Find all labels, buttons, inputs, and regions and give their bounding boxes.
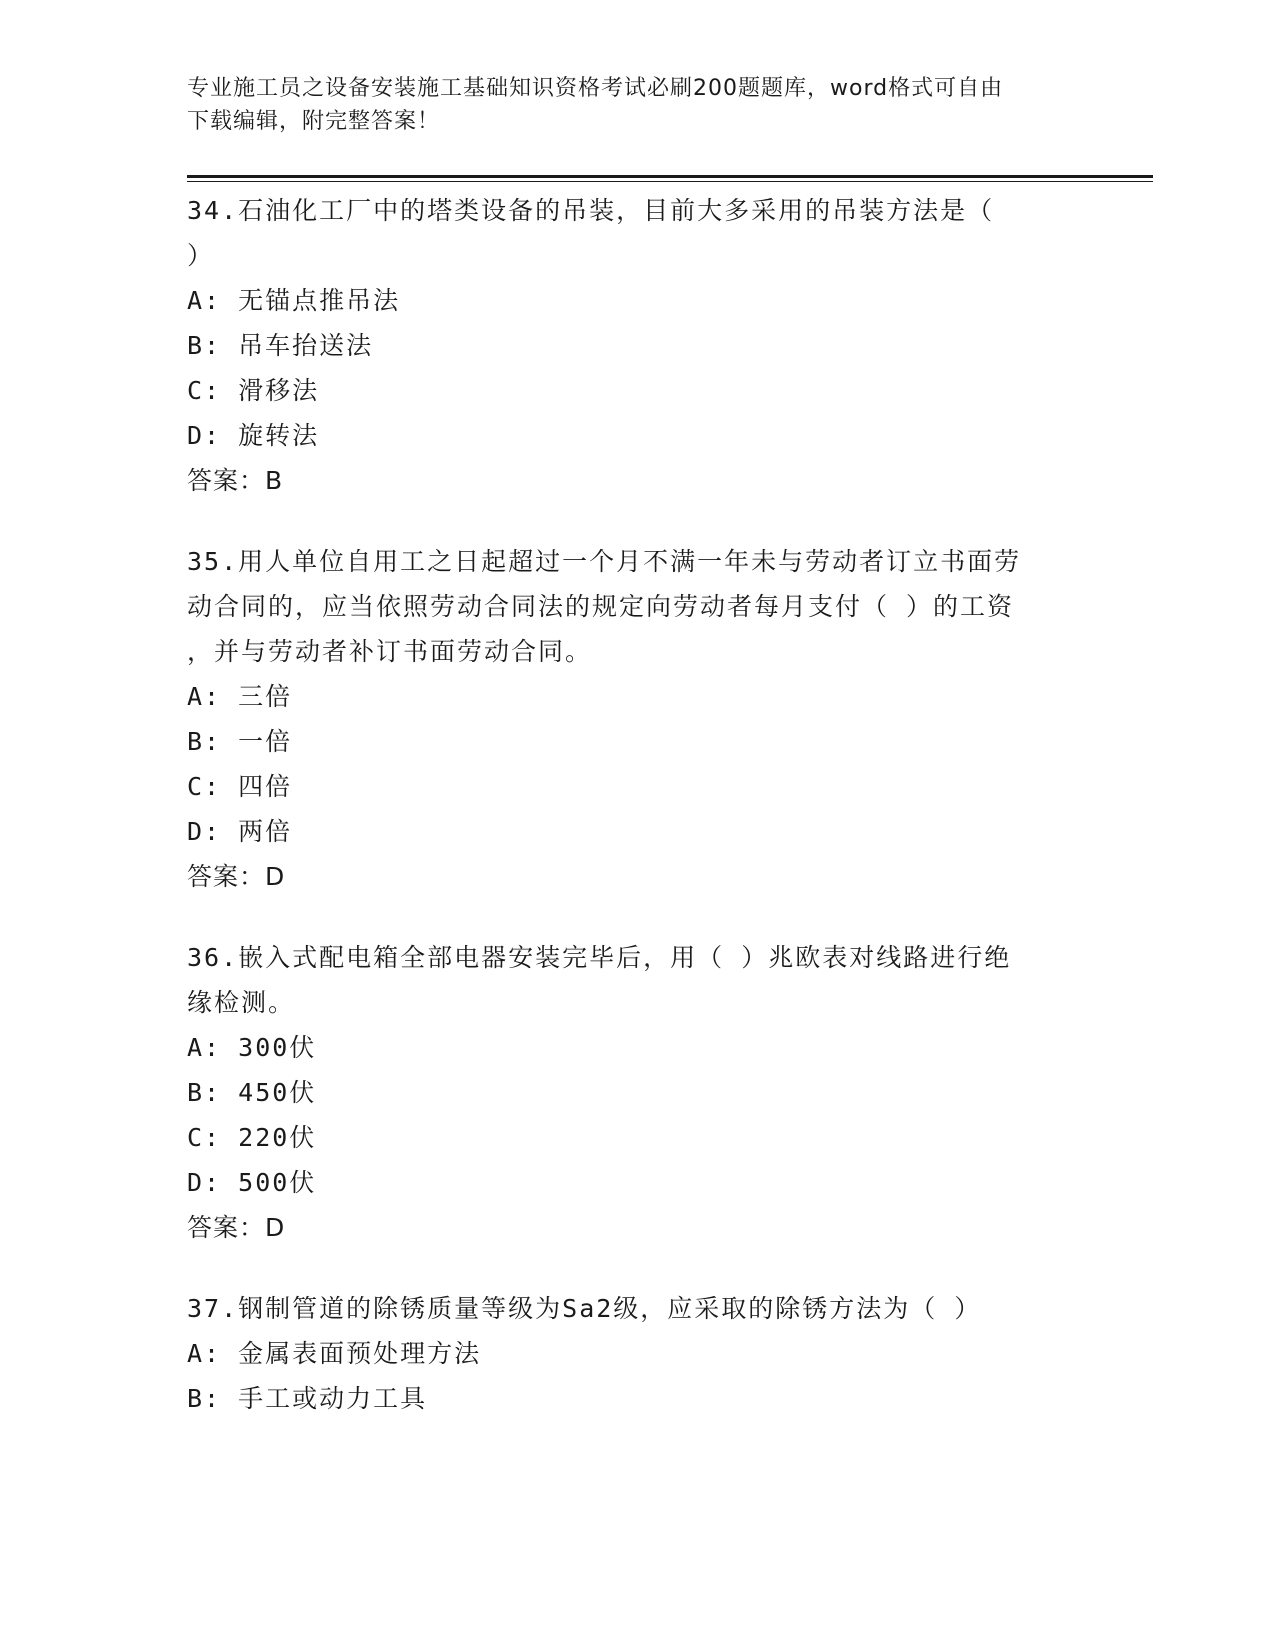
document-header: [187, 72, 1087, 138]
question-text-line: 缘检测。: [187, 988, 296, 1017]
question-text: [187, 1286, 1087, 1331]
question-text-line: 34.石油化工厂中的塔类设备的吊装，目前大多采用的吊装方法是（: [187, 196, 995, 225]
question-36: [187, 935, 1087, 1250]
option-a: A: 300伏: [187, 1033, 317, 1062]
question-text-line: ，并与劳动者补订书面劳动合同。: [187, 637, 593, 666]
question-text: [187, 539, 1087, 674]
option-b: B: 手工或动力工具: [187, 1384, 428, 1413]
option-d: D: 两倍: [187, 817, 293, 846]
answer: 答案：D: [187, 1213, 286, 1242]
option-c: C: 滑移法: [187, 376, 320, 405]
question-text: [187, 188, 1087, 278]
answer: 答案：D: [187, 862, 286, 891]
header-line-1: 专业施工员之设备安装施工基础知识资格考试必刷200题题库，word格式可自由: [187, 76, 1004, 101]
question-text-line: 35.用人单位自用工之日起超过一个月不满一年未与劳动者订立书面劳: [187, 547, 1022, 576]
option-a: A: 无锚点推吊法: [187, 286, 401, 315]
answer: 答案：B: [187, 466, 284, 495]
question-34: [187, 188, 1087, 503]
option-b: B: 吊车抬送法: [187, 331, 374, 360]
option-c: C: 四倍: [187, 772, 293, 801]
option-d: D: 旋转法: [187, 421, 320, 450]
header-divider-thin: [187, 181, 1153, 182]
option-a: A: 金属表面预处理方法: [187, 1339, 482, 1368]
question-list: [187, 188, 1087, 1457]
option-d: D: 500伏: [187, 1168, 317, 1197]
header-line-2: 下载编辑，附完整答案！: [187, 109, 441, 134]
question-text: [187, 935, 1087, 1025]
option-b: B: 一倍: [187, 727, 293, 756]
question-text-line: 36.嵌入式配电箱全部电器安装完毕后，用（ ）兆欧表对线路进行绝: [187, 943, 1012, 972]
question-37: [187, 1286, 1087, 1421]
question-text-line: ）: [187, 241, 215, 270]
option-c: C: 220伏: [187, 1123, 317, 1152]
option-a: A: 三倍: [187, 682, 293, 711]
option-b: B: 450伏: [187, 1078, 317, 1107]
header-divider-thick: [187, 175, 1153, 178]
question-text-line: 37.钢制管道的除锈质量等级为Sa2级，应采取的除锈方法为（ ）: [187, 1294, 982, 1323]
question-text-line: 动合同的，应当依照劳动合同法的规定向劳动者每月支付（ ）的工资: [187, 592, 1015, 621]
question-35: [187, 539, 1087, 899]
